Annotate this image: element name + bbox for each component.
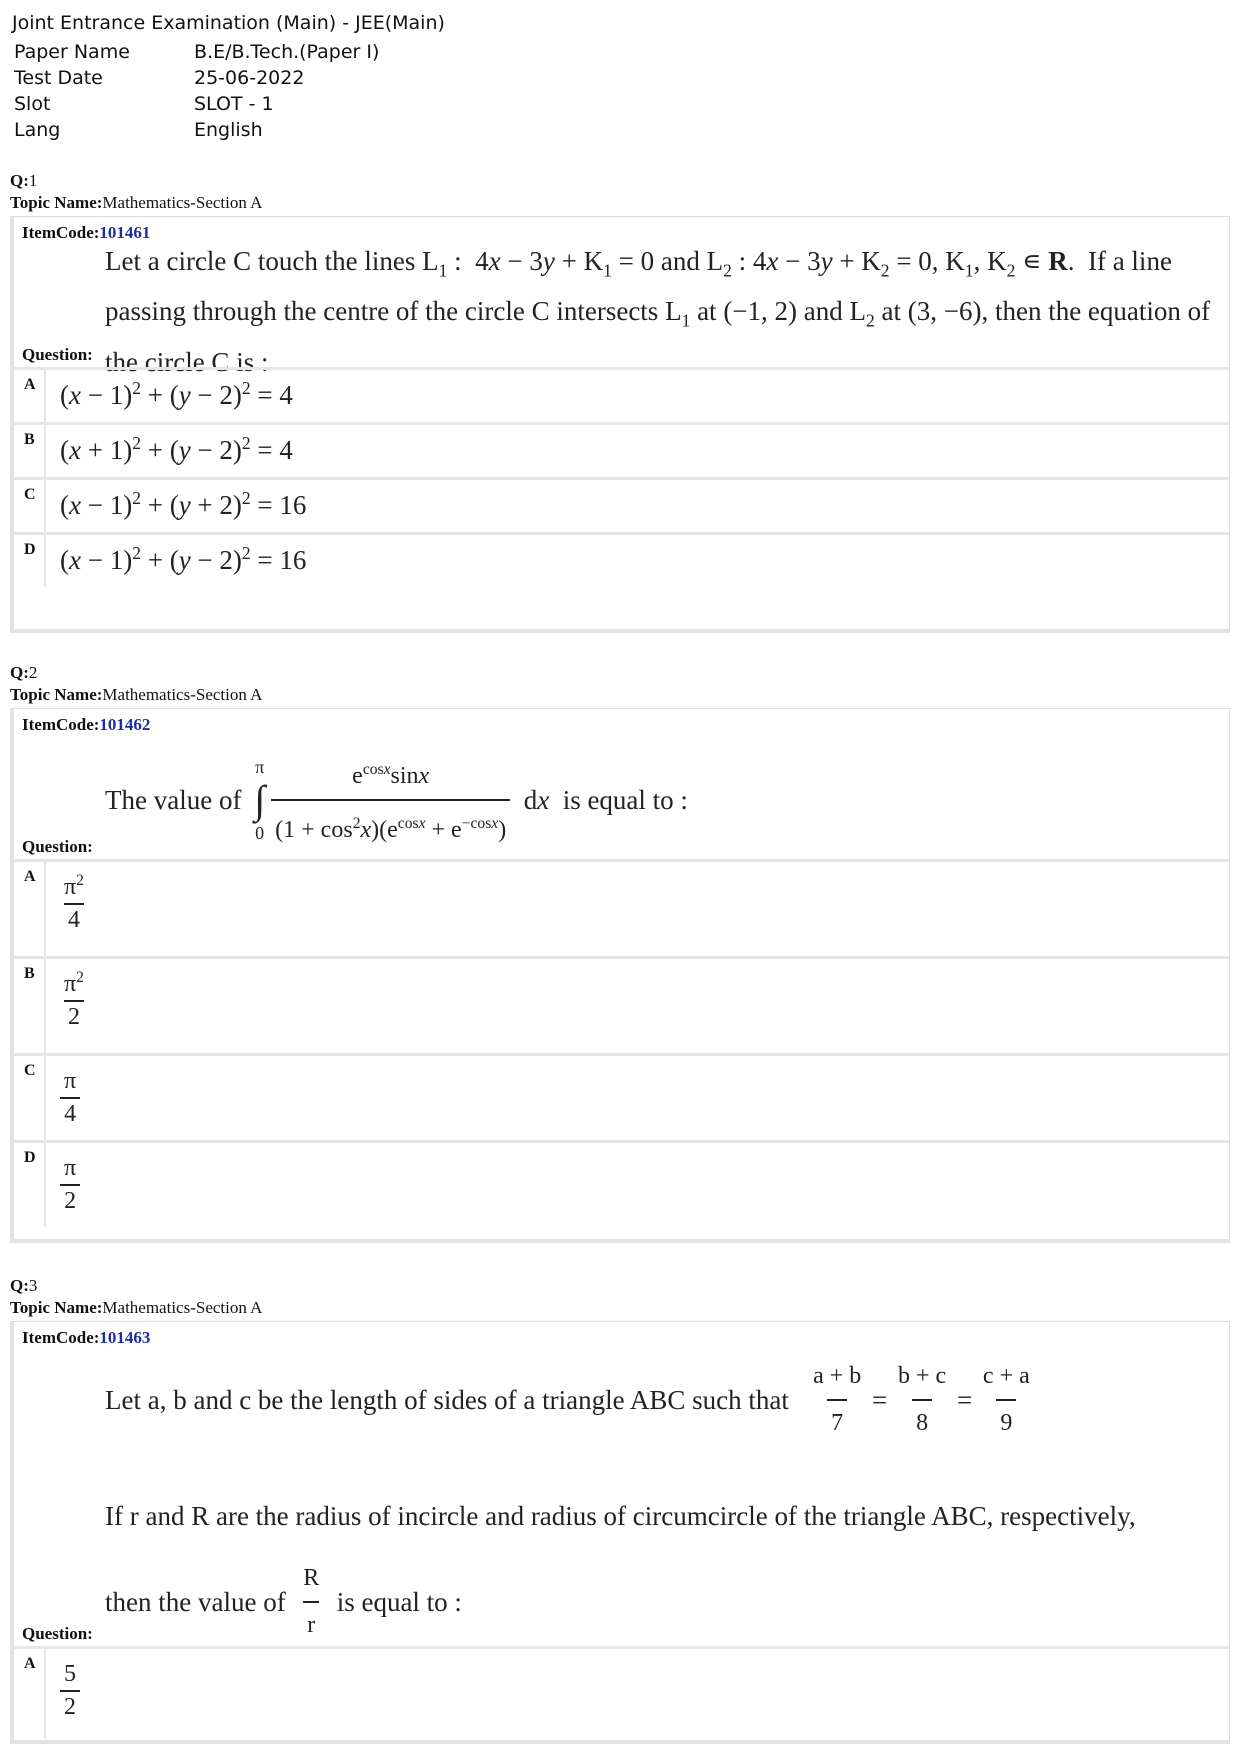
topic-name: Topic Name:Mathematics-Section A	[10, 1298, 263, 1317]
question-label: Question:	[22, 1624, 93, 1643]
option-c[interactable]: C $(x - 1)^2 + (y + 2)^2 = 16$	[14, 477, 1229, 532]
topic-name: Topic Name:Mathematics-Section A	[10, 685, 263, 704]
info-row: Paper Name B.E/B.Tech.(Paper I)	[14, 41, 380, 63]
question-text-line-1: Let a, b and c be the length of sides of a triangle ABC such that $\frac{a + b}{7}$ = $\frac{b + c}{8}$ = $\frac{c + a}{9}$	[105, 1356, 1219, 1444]
option-text: $\frac{5}{2}$	[60, 1661, 80, 1721]
option-text: $(x + 1)^2 + (y - 2)^2 = 4$	[60, 433, 293, 465]
question-body	[14, 243, 1229, 377]
question-label: Question:	[22, 837, 93, 856]
info-row: Test Date 25-06-2022	[14, 67, 305, 89]
option-text: $(x - 1)^2 + (y - 2)^2 = 4$	[60, 378, 293, 410]
exam-header	[12, 10, 445, 143]
info-row: Lang English	[14, 119, 263, 141]
question-1	[10, 170, 1230, 633]
option-b[interactable]: B $(x + 1)^2 + (y - 2)^2 = 4$	[14, 422, 1229, 477]
option-c[interactable]: C $\frac{\pi}{4}$	[14, 1053, 1229, 1140]
question-box	[10, 1321, 1230, 1744]
question-3	[10, 1275, 1230, 1744]
question-number: Q:1	[10, 171, 38, 190]
question-text: Let a circle C touch the lines $L_1$ : $4x - 3y + K_1 = 0$ and $L_2$ : $4x - 3y + K_2 = 0$, $K_1$, $K_2$ ∊ R. If a line passing through the centre of the circle C intersects $L_1$ at (−1, 2) and $L_2$ at (3, −6), then the equation of the circle C is :	[105, 246, 1211, 377]
question-body	[14, 1348, 1229, 1646]
item-code: ItemCode:101463	[22, 1328, 151, 1347]
option-a[interactable]: A $\frac{5}{2}$	[14, 1646, 1229, 1739]
question-text-line-3: then the value of $\frac{R}{r}$ is equal to :	[105, 1558, 1219, 1646]
exam-title: Joint Entrance Examination (Main) - JEE(Main)	[12, 12, 445, 34]
option-text: $\frac{\pi}{4}$	[60, 1068, 80, 1128]
question-number: Q:3	[10, 1276, 38, 1295]
option-a[interactable]: A $\frac{\pi^2}{4}$	[14, 859, 1229, 956]
topic-name: Topic Name:Mathematics-Section A	[10, 193, 263, 212]
exam-info-table	[14, 39, 379, 143]
question-number: Q:2	[10, 663, 38, 682]
option-d[interactable]: D $\frac{\pi}{2}$	[14, 1140, 1229, 1227]
question-body	[14, 735, 1229, 859]
option-text: $\frac{\pi^2}{4}$	[64, 872, 84, 933]
question-text-line-2: If r and R are the radius of incircle and radius of circumcircle of the triangle ABC, respectively,	[105, 1501, 1136, 1531]
question-text: The value of π ∫ 0 $\frac{e^{cosx}\sin x}{(1 + \cos^2x)(e^{cosx} + e^{-cosx})}$ dx is equal to :	[105, 749, 1219, 851]
option-text: $\frac{\pi}{2}$	[60, 1155, 80, 1215]
option-b[interactable]: B $\frac{\pi^2}{2}$	[14, 956, 1229, 1053]
info-row: Slot SLOT - 1	[14, 93, 274, 115]
option-text: $\frac{\pi^2}{2}$	[64, 969, 84, 1030]
question-label: Question:	[22, 345, 93, 364]
question-box	[10, 708, 1230, 1243]
option-text: $(x - 1)^2 + (y + 2)^2 = 16$	[60, 488, 307, 520]
question-2	[10, 662, 1230, 1243]
item-code: ItemCode:101461	[22, 223, 151, 242]
option-a[interactable]: A $(x - 1)^2 + (y - 2)^2 = 4$	[14, 367, 1229, 422]
item-code: ItemCode:101462	[22, 715, 151, 734]
question-box	[10, 216, 1230, 633]
option-d[interactable]: D $(x - 1)^2 + (y - 2)^2 = 16$	[14, 532, 1229, 587]
option-text: $(x - 1)^2 + (y - 2)^2 = 16$	[60, 543, 307, 575]
